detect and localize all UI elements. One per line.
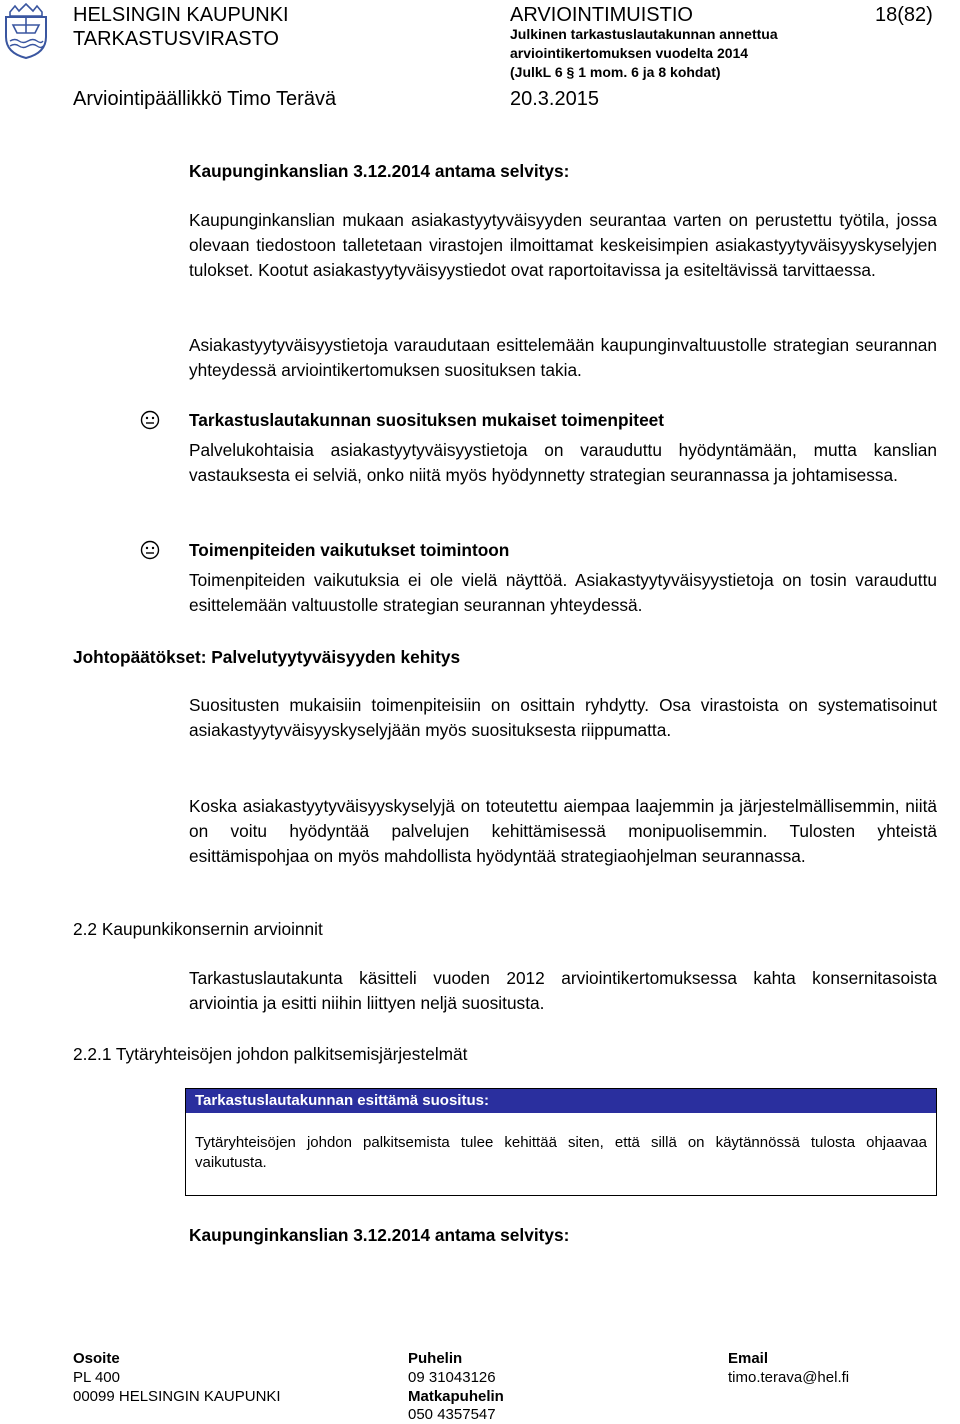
heading-statement: Kaupunginkanslian 3.12.2014 antama selvitys: [189, 161, 570, 181]
footer-address-label: Osoite [73, 1350, 120, 1367]
section-heading-2-2: 2.2 Kaupunkikonsernin arvioinnit [73, 919, 323, 939]
effects-text: Toimenpiteiden vaikutuksia ei ole vielä näyttöä. Asiakastyytyväisyystietoja on tosin varauduttu esittelemään valtuustolle strategian seurannan yhteydessä. [189, 570, 937, 615]
neutral-face-icon [140, 410, 160, 430]
publicity-line2: arviointikertomuksen vuodelta 2014 [510, 45, 749, 61]
author: Arviointipäällikkö Timo Terävä [73, 88, 337, 110]
footer-mobile: 050 4357547 [408, 1406, 496, 1423]
measures-heading: Tarkastuslautakunnan suosituksen mukaiset toimenpiteet [189, 410, 665, 430]
publicity-line1: Julkinen tarkastuslautakunnan annettua [510, 26, 778, 42]
document-date: 20.3.2015 [510, 88, 599, 110]
effects-heading: Toimenpiteiden vaikutukset toimintoon [189, 540, 510, 560]
neutral-face-icon [140, 540, 160, 560]
conclusions-paragraph-2: Koska asiakastyytyväisyyskyselyjä on toteutettu aiempaa laajemmin ja järjestelmällisemmin, niitä on voitu hyödyntää palvelujen kehittämisessä monipuolisemmin. Tulosten yhteistä esittämispohjaa on myös mahdollista hyödyntää strategiaohjelman seurannassa. [189, 796, 937, 866]
org-name: HELSINGIN KAUPUNKI [73, 4, 289, 26]
recommendation-title: Tarkastuslautakunnan esittämä suositus: [186, 1089, 936, 1113]
helsinki-crest-icon [3, 3, 49, 59]
document-type: ARVIOINTIMUISTIO [510, 4, 693, 26]
measures-text: Palvelukohtaisia asiakastyytyväisyystietoja on varauduttu hyödyntämään, mutta kanslian vastauksesta ei selviä, onko niitä myös hyödynnetty strategian seurannassa ja johtamisessa. [189, 440, 937, 485]
footer-address-line1: PL 400 [73, 1369, 120, 1386]
footer-email-label: Email [728, 1350, 769, 1367]
footer-email-link[interactable]: timo.terava@hel.fi [728, 1369, 850, 1386]
paragraph-strategy: Asiakastyytyväisyystietoja varaudutaan esittelemään kaupunginvaltuustolle strategian seurannan yhteydessä arviointikertomuksen suosituksen takia. [189, 335, 937, 380]
recommendation-box [185, 1088, 937, 1196]
conclusions-paragraph-1: Suositusten mukaisiin toimenpiteisiin on osittain ryhdytty. Osa virastoista on systematisoinut asiakastyytyväisyyskyselyjään myös suosituksesta riippumatta. [189, 695, 937, 740]
footer-phone: 09 31043126 [408, 1369, 496, 1386]
heading-statement-2: Kaupunginkanslian 3.12.2014 antama selvitys: [189, 1225, 570, 1245]
footer-phone-label: Puhelin [408, 1350, 463, 1367]
section-heading-2-2-1: 2.2.1 Tytäryhteisöjen johdon palkitsemisjärjestelmät [73, 1044, 468, 1064]
publicity-line3: (JulkL 6 § 1 mom. 6 ja 8 kohdat) [510, 64, 721, 80]
conclusions-heading: Johtopäätökset: Palvelutyytyväisyyden kehitys [73, 647, 461, 667]
section-2-2-text: Tarkastuslautakunta käsitteli vuoden 2012 arviointikertomuksessa kahta konsernitasoista arviointia ja esitti niihin liittyen neljä suositusta. [189, 968, 937, 1013]
footer-address-line2: 00099 HELSINGIN KAUPUNKI [73, 1388, 281, 1405]
org-department: TARKASTUSVIRASTO [73, 28, 279, 50]
footer-mobile-label: Matkapuhelin [408, 1388, 504, 1405]
page-number: 18(82) [875, 4, 933, 26]
paragraph-workspace: Kaupunginkanslian mukaan asiakastyytyväisyyden seurantaa varten on perustettu työtila, jossa olevaan tiedostoon talletetaan virastojen ilmoittamat keskeisimpien asiakastyytyväisyyskyselyjen tulokset. Kootut asiakastyytyväisyystiedot ovat raportoitavissa ja esiteltävissä tarvittaessa. [189, 210, 937, 280]
recommendation-text: Tytäryhteisöjen johdon palkitsemista tulee kehittää siten, että sillä on käytännössä tulosta ohjaavaa vaikutusta. [195, 1134, 927, 1171]
